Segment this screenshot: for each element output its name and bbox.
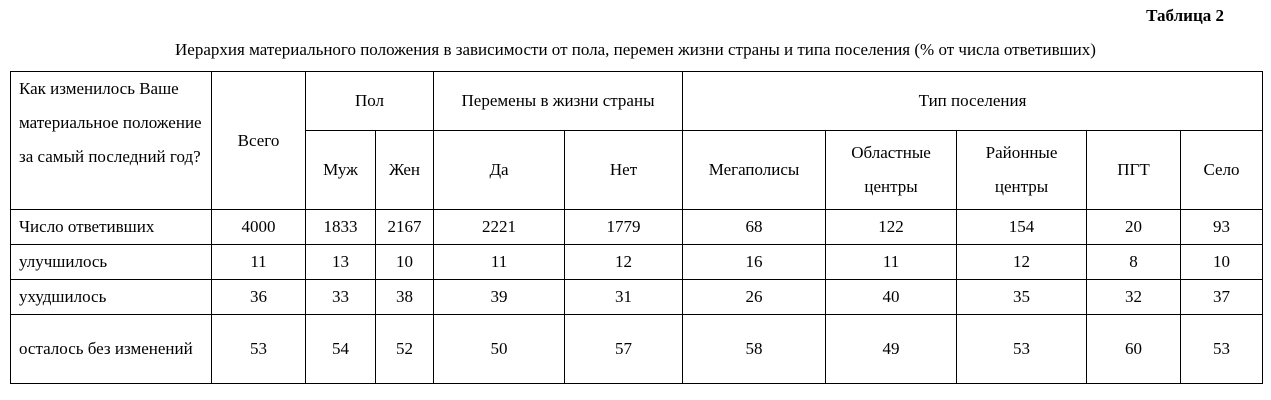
- table-cell: 20: [1087, 210, 1181, 245]
- table-cell: 122: [826, 210, 957, 245]
- table-cell: 37: [1181, 280, 1263, 315]
- header-male: Муж: [306, 131, 376, 210]
- header-megapolis: Мегаполисы: [683, 131, 826, 210]
- table-cell: 60: [1087, 315, 1181, 384]
- row-label: ухудшилось: [11, 280, 212, 315]
- table-cell: 53: [212, 315, 306, 384]
- table-cell: 33: [306, 280, 376, 315]
- table-cell: 53: [1181, 315, 1263, 384]
- table-cell: 154: [957, 210, 1087, 245]
- table-cell: 31: [565, 280, 683, 315]
- table-row-unchanged: [11, 315, 1263, 384]
- table-cell: 1779: [565, 210, 683, 245]
- table-cell: 53: [957, 315, 1087, 384]
- table-cell: 13: [306, 245, 376, 280]
- table-cell: 58: [683, 315, 826, 384]
- table-cell: 50: [434, 315, 565, 384]
- table-cell: 10: [1181, 245, 1263, 280]
- header-village: Село: [1181, 131, 1263, 210]
- table-cell: 93: [1181, 210, 1263, 245]
- header-total: Всего: [212, 72, 306, 210]
- table-cell: 11: [826, 245, 957, 280]
- header-district: Районные центры: [957, 131, 1087, 210]
- table-cell: 52: [376, 315, 434, 384]
- row-label: улучшилось: [11, 245, 212, 280]
- table-cell: 26: [683, 280, 826, 315]
- table-cell: 16: [683, 245, 826, 280]
- header-group-settlement: Тип поселения: [683, 72, 1263, 131]
- table-cell: 12: [565, 245, 683, 280]
- table-cell: 40: [826, 280, 957, 315]
- table-cell: 4000: [212, 210, 306, 245]
- table-row-worsened: [11, 280, 1263, 315]
- header-no: Нет: [565, 131, 683, 210]
- table-row-respondents: [11, 210, 1263, 245]
- table-cell: 54: [306, 315, 376, 384]
- table-cell: 1833: [306, 210, 376, 245]
- table-caption: Иерархия материального положения в зависимости от пола, перемен жизни страны и типа поселения (% от числа ответивших): [175, 40, 1096, 59]
- data-table: [10, 71, 1263, 384]
- table-cell: 11: [434, 245, 565, 280]
- table-cell: 57: [565, 315, 683, 384]
- table-cell: 11: [212, 245, 306, 280]
- header-group-sex: Пол: [306, 72, 434, 131]
- header-yes: Да: [434, 131, 565, 210]
- table-cell: 32: [1087, 280, 1181, 315]
- table-cell: 2167: [376, 210, 434, 245]
- table-cell: 68: [683, 210, 826, 245]
- table-cell: 39: [434, 280, 565, 315]
- table-cell: 2221: [434, 210, 565, 245]
- row-label: Число ответивших: [11, 210, 212, 245]
- table-cell: 49: [826, 315, 957, 384]
- header-group-change: Перемены в жизни страны: [434, 72, 683, 131]
- table-cell: 8: [1087, 245, 1181, 280]
- row-label: осталось без изменений: [11, 315, 212, 384]
- table-cell: 12: [957, 245, 1087, 280]
- table-row-improved: [11, 245, 1263, 280]
- table-cell: 10: [376, 245, 434, 280]
- table-cell: 38: [376, 280, 434, 315]
- table-cell: 36: [212, 280, 306, 315]
- header-row-groups: [11, 72, 1263, 131]
- header-regional: Областные центры: [826, 131, 957, 210]
- table-cell: 35: [957, 280, 1087, 315]
- corner-header: Как изменилось Ваше материальное положение за самый последний год?: [11, 72, 212, 210]
- table-label: Таблица 2: [1146, 6, 1224, 25]
- header-pgt: ПГТ: [1087, 131, 1181, 210]
- header-female: Жен: [376, 131, 434, 210]
